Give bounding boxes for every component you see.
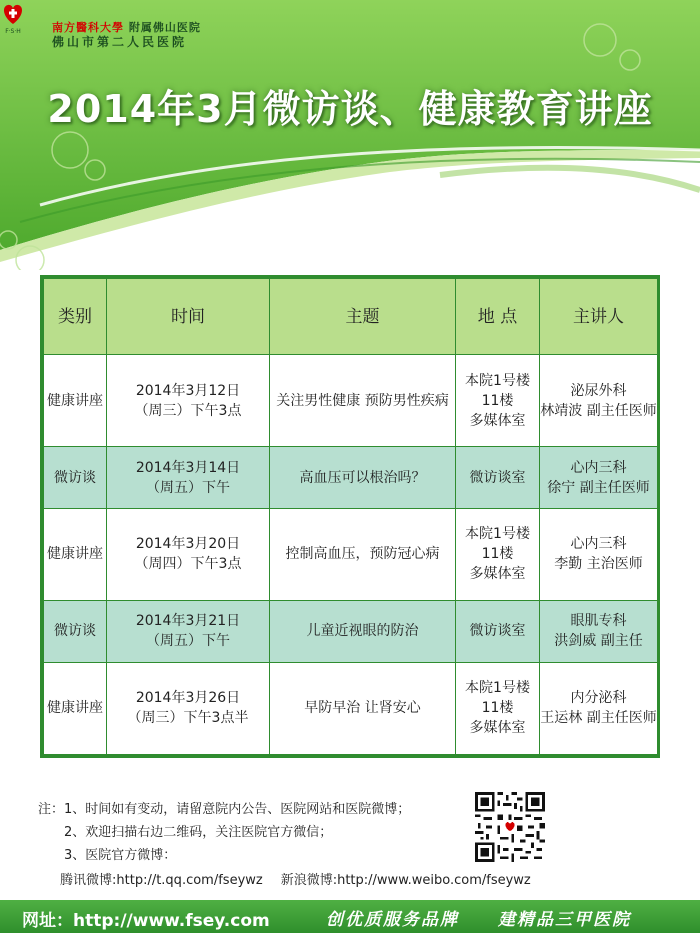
cell-location <box>456 355 540 447</box>
location-room: 多媒体室 <box>469 566 526 583</box>
cell-topic: 早防早治 让肾安心 <box>270 662 456 754</box>
speaker-name: 徐宁 副主任医师 <box>547 479 650 496</box>
time-date: 2014年3月20日 <box>135 536 241 553</box>
speaker-dept: 内分泌科 <box>570 690 627 707</box>
notes-section <box>38 798 458 867</box>
time-slot: （周五）下午 <box>146 633 230 650</box>
cell-category: 健康讲座 <box>44 355 107 447</box>
speaker-name: 洪剑威 副主任 <box>554 633 643 650</box>
speaker-name: 王运林 副主任医师 <box>540 710 657 727</box>
slogan-service: 创优质服务品牌 <box>326 910 459 930</box>
speaker-dept: 泌尿外科 <box>570 382 627 399</box>
location-room: 微访谈室 <box>469 469 526 486</box>
time-date: 2014年3月14日 <box>135 459 241 476</box>
header-speaker: 主讲人 <box>540 279 658 355</box>
cell-topic: 儿童近视眼的防治 <box>270 601 456 663</box>
location-room: 多媒体室 <box>469 412 526 429</box>
footer-bar <box>0 900 700 933</box>
table-row <box>44 662 658 754</box>
cell-location <box>456 601 540 663</box>
time-slot: （周四）下午3点 <box>134 556 242 573</box>
location-building: 本院1号楼 <box>465 372 530 389</box>
cell-category: 微访谈 <box>44 601 107 663</box>
header-category: 类别 <box>44 279 107 355</box>
cell-location <box>456 662 540 754</box>
hospital-name <box>52 20 201 50</box>
cell-location <box>456 508 540 600</box>
cell-time <box>107 447 270 509</box>
location-building: 本院1号楼 <box>465 680 530 697</box>
location-floor: 11楼 <box>481 700 514 717</box>
cell-time <box>107 508 270 600</box>
website-link[interactable]: 网址：http://www.fsey.com <box>22 911 270 931</box>
page-title: 2014年3月微访谈、健康教育讲座 <box>47 87 653 131</box>
cell-topic: 控制高血压，预防冠心病 <box>270 508 456 600</box>
speaker-dept: 心内三科 <box>570 459 627 476</box>
cell-speaker <box>540 355 658 447</box>
cell-speaker <box>540 601 658 663</box>
cell-topic: 关注男性健康 预防男性疾病 <box>270 355 456 447</box>
location-room: 微访谈室 <box>469 623 526 640</box>
weibo-links <box>60 869 531 888</box>
location-building: 本院1号楼 <box>465 526 530 543</box>
time-slot: （周五）下午 <box>146 479 230 496</box>
header-topic: 主题 <box>270 279 456 355</box>
speaker-name: 李勤 主治医师 <box>554 556 643 573</box>
time-date: 2014年3月21日 <box>135 613 241 630</box>
time-slot: （周三）下午3点半 <box>127 710 249 727</box>
cell-speaker <box>540 447 658 509</box>
location-floor: 11楼 <box>481 546 514 563</box>
location-floor: 11楼 <box>481 392 514 409</box>
hospital-heart-logo-icon <box>0 0 26 34</box>
cell-category: 微访谈 <box>44 447 107 509</box>
speaker-name: 林靖波 副主任医师 <box>540 402 657 419</box>
tencent-weibo-link[interactable]: 腾讯微博:http://t.qq.com/fseywz <box>60 873 263 888</box>
location-room: 多媒体室 <box>469 720 526 737</box>
qr-code-icon[interactable] <box>475 792 545 862</box>
note-line-2: 2、欢迎扫描右边二维码，关注医院官方微信； <box>64 825 333 840</box>
cell-category: 健康讲座 <box>44 508 107 600</box>
table-row <box>44 447 658 509</box>
speaker-dept: 眼肌专科 <box>570 613 627 630</box>
cell-topic: 高血压可以根治吗？ <box>270 447 456 509</box>
cell-category: 健康讲座 <box>44 662 107 754</box>
affiliate-name: 附属佛山医院 <box>128 21 201 34</box>
note-line-1: 注：1、时间如有变动，请留意院内公告、医院网站和医院微博； <box>38 802 411 817</box>
cell-time <box>107 355 270 447</box>
table-row <box>44 508 658 600</box>
speaker-dept: 心内三科 <box>570 536 627 553</box>
slogan-hospital: 建精品三甲医院 <box>498 910 631 930</box>
cell-time <box>107 662 270 754</box>
header-time: 时间 <box>107 279 270 355</box>
schedule-table <box>40 275 660 758</box>
header-banner <box>0 0 700 270</box>
hospital-full-name: 佛山市第二人民医院 <box>52 35 188 49</box>
note-line-3: 3、医院官方微博： <box>64 848 177 863</box>
table-row <box>44 355 658 447</box>
cell-speaker <box>540 508 658 600</box>
time-date: 2014年3月26日 <box>135 690 241 707</box>
cell-location <box>456 447 540 509</box>
table-header-row <box>44 279 658 355</box>
logo-mark-text: F·S·H <box>5 28 21 34</box>
cell-speaker <box>540 662 658 754</box>
header-location: 地 点 <box>456 279 540 355</box>
university-name: 南方醫科大學 <box>52 21 124 34</box>
cell-time <box>107 601 270 663</box>
sina-weibo-link[interactable]: 新浪微博:http://www.weibo.com/fseywz <box>280 873 531 888</box>
time-date: 2014年3月12日 <box>135 382 241 399</box>
table-row <box>44 601 658 663</box>
time-slot: （周三）下午3点 <box>134 402 242 419</box>
